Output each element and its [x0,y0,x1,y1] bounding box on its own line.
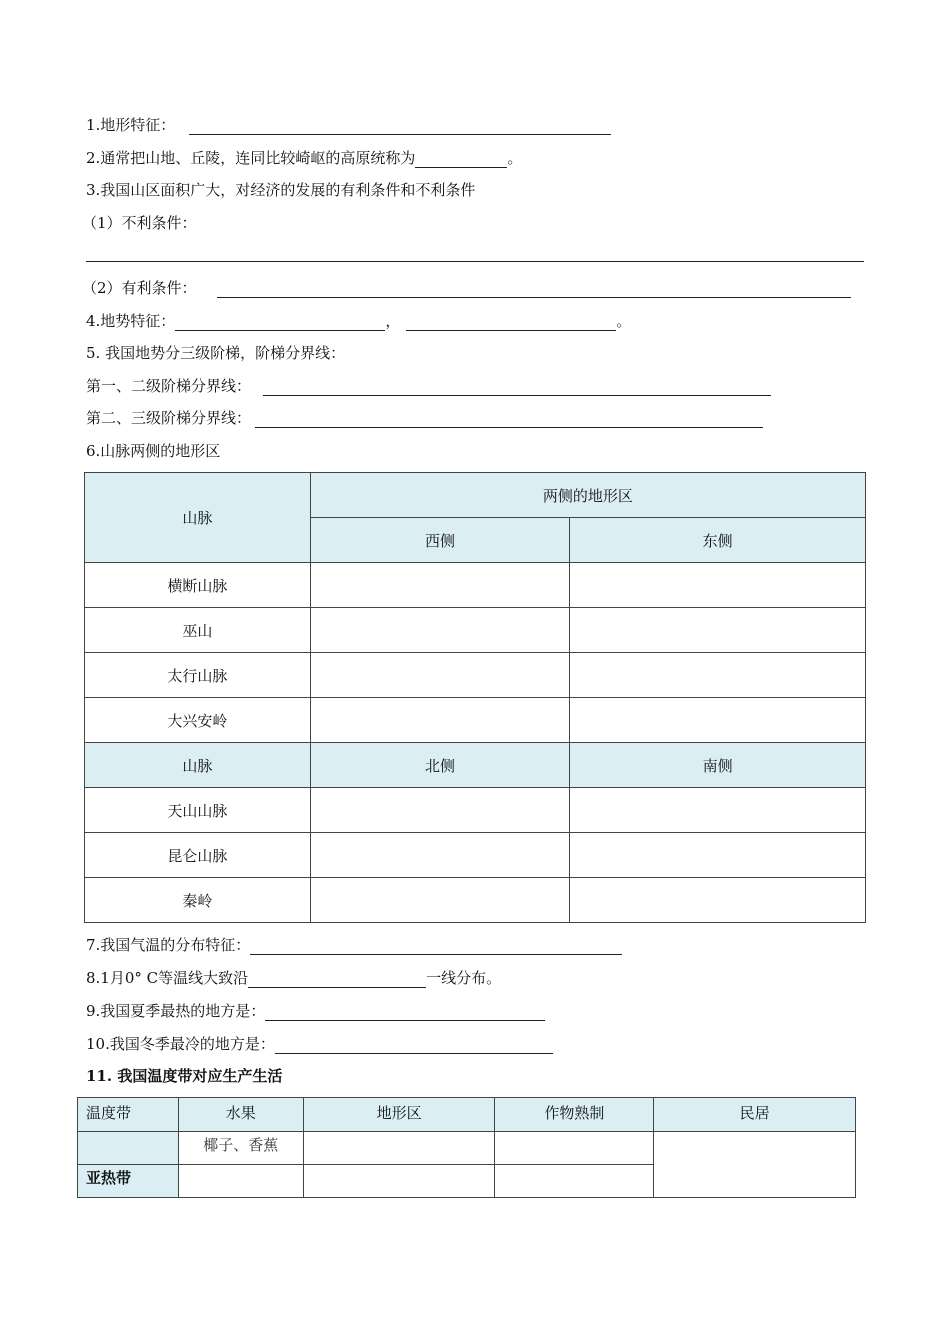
header-mountain: 山脉 [85,473,311,563]
mountain-table [84,472,866,923]
row-mountain: 大兴安岭 [85,698,311,743]
row-mountain: 昆仑山脉 [85,833,311,878]
answer-cell[interactable] [178,1165,303,1198]
answer-cell[interactable] [303,1165,495,1198]
answer-cell[interactable] [310,563,570,608]
header-dwelling: 民居 [654,1098,856,1132]
answer-cell[interactable] [310,698,570,743]
answer-cell[interactable] [495,1132,654,1165]
zone-cell-1[interactable] [78,1132,179,1165]
zone-cell-2: 亚热带 [78,1165,179,1198]
question-9: 9.我国夏季最热的地方是： [86,1001,545,1021]
header-crop-ripening: 作物熟制 [495,1098,654,1132]
answer-blank-4a[interactable] [175,314,385,331]
answer-cell[interactable] [310,653,570,698]
header-east: 东侧 [570,518,866,563]
question-4: 4.地势特征： ， 。 [86,312,632,330]
header-sides: 两侧的地形区 [310,473,865,518]
answer-blank-3-2[interactable] [217,281,851,298]
answer-cell[interactable] [310,788,570,833]
question-5: 5. 我国地势分三级阶梯，阶梯分界线： [86,344,346,362]
question-3-2: （2）有利条件： [82,278,851,298]
answer-cell[interactable] [310,608,570,653]
question-5-2: 第二、三级阶梯分界线： [86,408,763,428]
answer-blank-1[interactable] [189,118,611,135]
answer-cell[interactable] [570,653,866,698]
question-3-1: （1）不利条件： [82,214,197,232]
row-mountain: 横断山脉 [85,563,311,608]
header-north: 北侧 [310,743,570,788]
header-fruit: 水果 [178,1098,303,1132]
answer-blank-4b[interactable] [406,314,616,331]
answer-cell[interactable] [654,1132,856,1198]
question-11: 11. 我国温度带对应生产生活 [86,1067,283,1085]
row-mountain: 秦岭 [85,878,311,923]
answer-blank-9[interactable] [265,1004,545,1021]
answer-cell[interactable] [570,878,866,923]
answer-blank-2[interactable] [415,151,507,168]
answer-blank-3-1[interactable] [86,261,864,262]
answer-cell[interactable] [495,1165,654,1198]
question-6: 6.山脉两侧的地形区 [86,442,221,460]
question-10: 10.我国冬季最冷的地方是： [86,1034,553,1054]
answer-cell[interactable] [310,833,570,878]
question-5-1: 第一、二级阶梯分界线： [86,376,771,396]
header-south: 南侧 [570,743,866,788]
answer-blank-10[interactable] [275,1037,553,1054]
answer-cell[interactable] [570,833,866,878]
answer-cell[interactable] [570,698,866,743]
answer-blank-5-2[interactable] [255,411,763,428]
question-3: 3.我国山区面积广大，对经济的发展的有利条件和不利条件 [86,181,476,199]
row-mountain: 太行山脉 [85,653,311,698]
header-mountain-2: 山脉 [85,743,311,788]
answer-cell[interactable] [570,788,866,833]
header-terrain: 地形区 [303,1098,495,1132]
question-7: 7.我国气温的分布特征： [86,935,622,955]
temperature-zone-table [77,1097,856,1198]
answer-cell[interactable] [310,878,570,923]
row-mountain: 巫山 [85,608,311,653]
question-2: 2.通常把山地、丘陵，连同比较崎岖的高原统称为 。 [86,149,523,167]
answer-cell[interactable] [570,608,866,653]
answer-blank-7[interactable] [250,938,622,955]
question-1: 1.地形特征： [86,115,611,135]
answer-cell[interactable] [303,1132,495,1165]
header-temperature-zone: 温度带 [78,1098,179,1132]
answer-cell[interactable] [570,563,866,608]
answer-blank-8[interactable] [248,971,426,988]
answer-blank-5-1[interactable] [263,379,771,396]
row-mountain: 天山山脉 [85,788,311,833]
fruit-cell-1: 椰子、香蕉 [178,1132,303,1165]
question-8: 8.1月0° C等温线大致沿 一线分布。 [86,969,502,987]
header-west: 西侧 [310,518,570,563]
